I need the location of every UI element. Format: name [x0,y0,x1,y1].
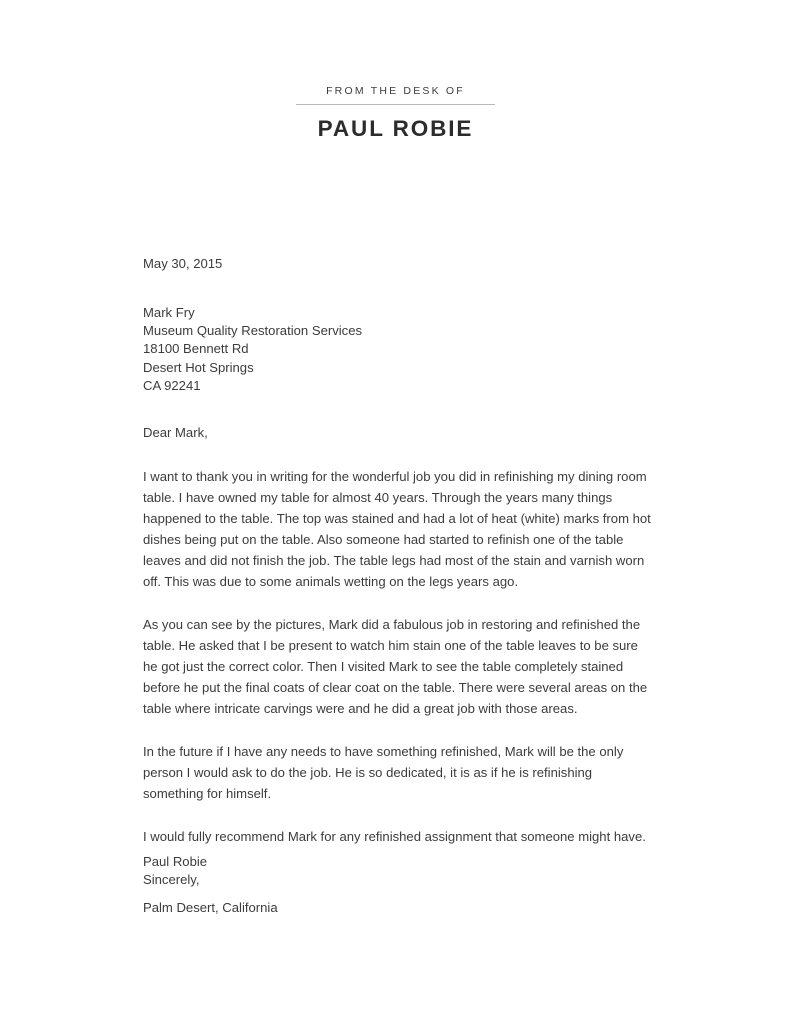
letter-closing: Sincerely, [143,872,200,888]
letterhead-kicker: FROM THE DESK OF [326,85,465,97]
letter-content [143,253,651,890]
signer-location: Palm Desert, California [143,900,278,915]
signature-block [143,851,651,918]
letter-date: May 30, 2015 [143,256,223,271]
letterhead-divider [296,104,495,105]
recipient-state-zip: CA 92241 [143,377,201,393]
recipient-address-block [143,304,651,395]
letterhead [0,84,791,142]
letter-paragraph-3: In the future if I have any needs to have something refinished, Mark will be the only person I would ask to do the job. He is so dedicated, it is as if he is refinishing something for himself. [143,744,624,802]
letter-paragraph-4: I would fully recommend Mark for any refinished assignment that someone might have. [143,829,646,845]
recipient-company: Museum Quality Restoration Services [143,323,363,339]
letterhead-sender-name: PAUL ROBIE [317,116,474,141]
recipient-street: 18100 Bennett Rd [143,341,249,357]
signer-name: Paul Robie [143,854,208,869]
letter-paragraph-1: I want to thank you in writing for the wonderful job you did in refinishing my dining room table. I have owned my table for almost 40 years. Through the years many things happened to the table. The top was stained and had a lot of heat (white) marks from hot dishes being put on the table. Also someone had started to refinish one of the table leaves and did not finish the job. The table legs had most of the stain and varnish worn off. This was due to some animals wetting on the legs years ago. [143,469,651,590]
letter-paragraph-2: As you can see by the pictures, Mark did a fabulous job in restoring and refinished the table. He asked that I be present to watch him stain one of the table leaves to be sure he got just the correct color. Then I visited Mark to see the table completely stained before he put the final coats of clear coat on the table. There were several areas on the table where intricate carvings were and he did a great job with those areas. [143,617,648,717]
recipient-name: Mark Fry [143,305,195,320]
recipient-city: Desert Hot Springs [143,359,254,375]
letter-salutation: Dear Mark, [143,425,208,441]
